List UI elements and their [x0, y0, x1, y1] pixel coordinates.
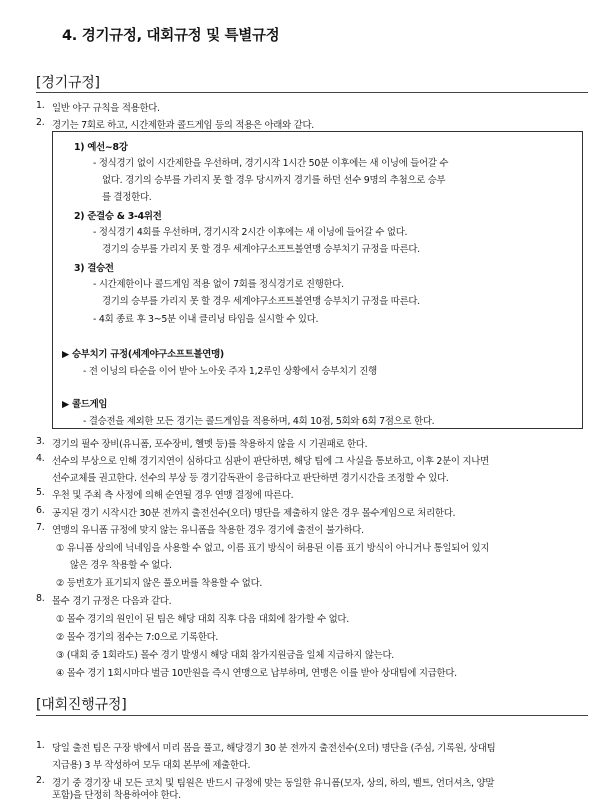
subheading: 3) 결승전: [74, 263, 114, 274]
box-text: - 4회 종료 후 3~5분 이내 클리닝 타임을 실시할 수 있다.: [93, 314, 319, 325]
rule-text: 우천 및 주최 측 사정에 의해 순연될 경우 연맹 결정에 따른다.: [52, 490, 294, 501]
rule-text: 선수의 부상으로 인해 경기지연이 심하다고 심판이 판단하면, 해당 팀에 그 사실을 통보하고, 이후 2분이 지나면: [52, 456, 489, 467]
rule-text: 지급용) 3 부 작성하여 모두 대회 본부에 제출한다.: [52, 760, 251, 771]
rule-text: 연맹의 유니폼 규정에 맞지 않는 유니폼을 착용한 경우 경기에 출전이 불가하다.: [52, 525, 364, 536]
section-divider: [36, 92, 588, 93]
box-text: - 정식경기 4회를 우선하며, 경기시작 2시간 이후에는 새 이닝에 들어갈 수 없다.: [93, 227, 408, 238]
rule-text: 몰수 경기 규정은 다음과 같다.: [52, 596, 172, 607]
box-text: - 시간제한이나 콜드게임 적용 없이 7회를 정식경기로 진행한다.: [93, 279, 344, 290]
subheading: 1) 예선~8강: [74, 142, 128, 153]
box-text: - 정식경기 없이 시간제한을 우선하며, 경기시작 1시간 50분 이후에는 새 이닝에 들어갈 수: [93, 158, 449, 169]
rule-number: 6.: [36, 505, 45, 516]
box-text: - 전 이닝의 타순을 이어 받아 노아웃 주자 1,2루인 상황에서 승부치기 진행: [83, 366, 377, 377]
sub-rule: ① 유니폼 상의에 닉네임을 사용할 수 없고, 이름 표기 방식이 허용된 이름 표기 방식이 아니거나 통일되어 있지: [56, 543, 490, 554]
box-text: 없다. 경기의 승부를 가리지 못 할 경우 당시까지 경기를 하던 선수 9명의 추첨으로 승부: [102, 175, 446, 186]
section-divider: [36, 715, 588, 716]
sub-rule: ④ 몰수 경기 1회시마다 벌금 10만원을 즉시 연맹으로 납부하며, 연맹은 이를 받아 상대팀에 지급한다.: [56, 668, 457, 679]
box-text: - 결승전을 제외한 모든 경기는 콜드게임을 적용하며, 4회 10점, 5회와 6회 7점으로 한다.: [83, 416, 435, 427]
box-text: 경기의 승부를 가리지 못 할 경우 세계야구소프트볼연맹 승부치기 규정을 따른다.: [102, 296, 420, 307]
box-text: 경기의 승부를 가리지 못 할 경우 세계야구소프트볼연맹 승부치기 규정을 따른다.: [102, 244, 420, 255]
sub-rule: ② 몰수 경기의 점수는 7:0으로 기록한다.: [56, 632, 219, 643]
rule-number: 3.: [36, 436, 45, 447]
sub-rule: ③ (대회 중 1회라도) 몰수 경기 발생시 해당 대회 참가지원금을 일체 지급하지 않는다.: [56, 650, 394, 661]
subheading: ▶ 콜드게임: [62, 399, 108, 410]
rule-text: 경기 중 경기장 내 모든 코치 및 팀원은 반드시 규정에 맞는 동일한 유니폼(모자, 상의, 하의, 벨트, 언더셔츠, 양말: [52, 778, 495, 789]
sub-rule: ② 등번호가 표기되지 않은 풀오버를 착용할 수 없다.: [56, 578, 263, 589]
rule-number: 1.: [36, 740, 45, 751]
rule-text: 당일 출전 팀은 구장 밖에서 미리 몸을 풀고, 해당경기 30 분 전까지 출전선수(오더) 명단을 (주심, 기록원, 상대팀: [52, 743, 496, 754]
rule-number: 8.: [36, 593, 45, 604]
rule-text: 포함)을 단정히 착용하여야 한다.: [52, 790, 181, 801]
section-heading-tournament-rules: [대회진행규정]: [36, 697, 127, 713]
page-title: 4. 경기규정, 대회규정 및 특별규정: [62, 28, 280, 44]
rule-text: 선수교체를 권고한다. 선수의 부상 등 경기감독관이 응급하다고 판단하면 경기시간을 조정할 수 있다.: [52, 473, 449, 484]
rule-text: 공지된 경기 시작시간 30분 전까지 출전선수(오더) 명단을 제출하지 않은 경우 몰수게임으로 처리한다.: [52, 508, 456, 519]
section-heading-game-rules: [경기규정]: [36, 75, 100, 91]
subheading: ▶ 승부치기 규정(세계야구소프트볼연맹): [62, 349, 224, 360]
sub-rule: ① 몰수 경기의 원인이 된 팀은 해당 대회 직후 다음 대회에 참가할 수 없다.: [56, 614, 349, 625]
rule-text: 경기의 필수 장비(유니폼, 포수장비, 헬멧 등)를 착용하지 않을 시 기권패로 한다.: [52, 439, 368, 450]
subheading: 2) 준결승 & 3-4위전: [74, 211, 162, 222]
rule-number: 4.: [36, 453, 45, 464]
rule-number: 7.: [36, 522, 45, 533]
rule-number: 5.: [36, 487, 45, 498]
sub-rule: 않은 경우 착용할 수 없다.: [70, 560, 172, 571]
rule-text: 일반 야구 규칙을 적용한다.: [52, 103, 160, 114]
rule-text: 경기는 7회로 하고, 시간제한과 콜드게임 등의 적용은 아래와 같다.: [52, 120, 314, 131]
rule-number: 2.: [36, 775, 45, 786]
rule-number: 1.: [36, 100, 45, 111]
box-text: 를 결정한다.: [102, 192, 152, 203]
rule-number: 2.: [36, 117, 45, 128]
